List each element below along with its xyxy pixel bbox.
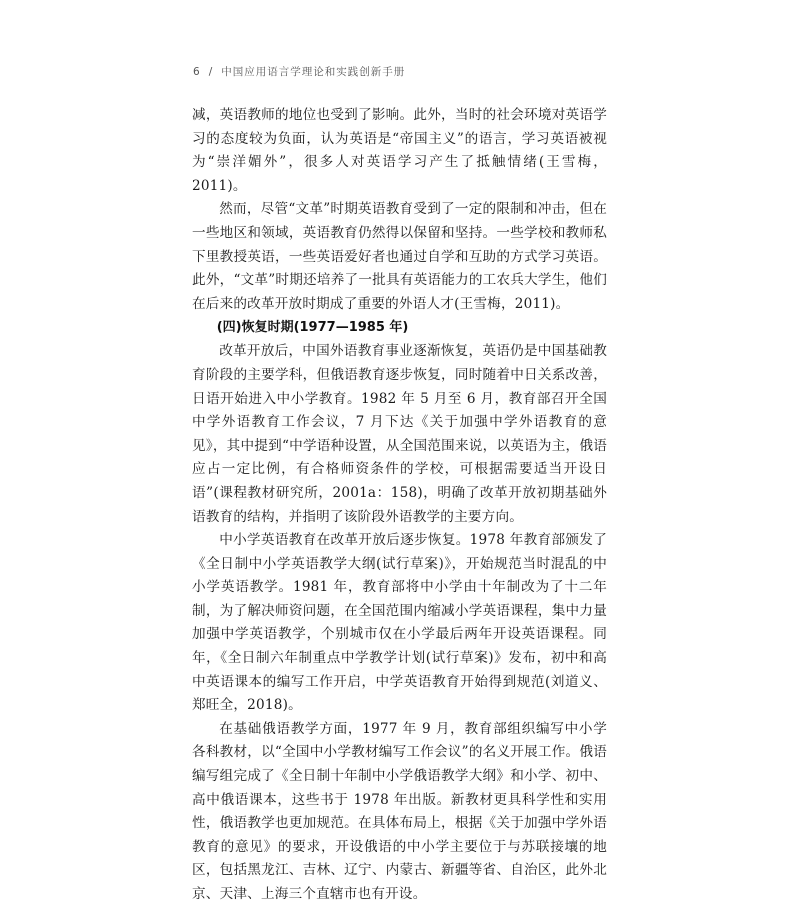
page-body [192, 104, 607, 907]
page-number: 6 [193, 66, 201, 78]
paragraph-cultural-revolution: 然而，尽管“文革”时期英语教育受到了一定的限制和冲击，但在一些地区和领域，英语教育仍然得以保留和坚持。一些学校和教师私下里教授英语，一些英语爱好者也通过自学和互助的方式学习英语。此外，“文革”时期还培养了一批具有英语能力的工农兵大学生，他们在后来的改革开放时期成了重要的外语人才(王雪梅，2011)。 [192, 201, 607, 312]
book-title: 中国应用语言学理论和实践创新手册 [221, 66, 406, 78]
running-header [193, 64, 405, 79]
paragraph-recovery-overview: 改革开放后，中国外语教育事业逐渐恢复，英语仍是中国基础教育阶段的主要学科，但俄语教育逐步恢复，同时随着中日关系改善，日语开始进入中小学教育。1982 年 5 月至 6 月，教育部召开全国中学外语教育工作会议，7 月下达《关于加强中学外语教育的意见》，其中提到“中学语种设置，从全国范围来说，以英语为主，俄语应占一定比例，有合格师资条件的学校，可根据需要适当开设日语”(课程教材研究所，2001a：158)，明确了改革开放初期基础外语教育的结构，并指明了该阶段外语教学的主要方向。 [192, 343, 607, 525]
section-heading: (四)恢复时期(1977—1985 年) [216, 320, 409, 336]
paragraph-continuation: 减，英语教师的地位也受到了影响。此外，当时的社会环境对英语学习的态度较为负面，认为英语是“帝国主义”的语言，学习英语被视为“崇洋媚外”，很多人对英语学习产生了抵触情绪(王雪梅，2011)。 [192, 107, 607, 194]
header-separator: / [208, 66, 214, 78]
paragraph-english-education: 中小学英语教育在改革开放后逐步恢复。1978 年教育部颁发了《全日制中小学英语教学大纲(试行草案)》，开始规范当时混乱的中小学英语教学。1981 年，教育部将中小学由十年制改为了十二年制，为了解决师资问题，在全国范围内缩减小学英语课程，集中力量加强中学英语教学，个别城市仅在小学最后两年开设英语课程。同年，《全日制六年制重点中学教学计划(试行草案)》发布，初中和高中英语课本的编写工作开启，中学英语教育开始得到规范(刘道义、郑旺全，2018)。 [192, 532, 607, 714]
paragraph-russian-education: 在基础俄语教学方面，1977 年 9 月，教育部组织编写中小学各科教材，以“全国中小学教材编写工作会议”的名义开展工作。俄语编写组完成了《全日制十年制中小学俄语教学大纲》和小学、初中、高中俄语课本，这些书于 1978 年出版。新教材更具科学性和实用性，俄语教学也更加规范。在具体布局上，根据《关于加强中学外语教育的意见》的要求，开设俄语的中小学主要位于与苏联接壤的地区，包括黑龙江、吉林、辽宁、内蒙古、新疆等省、自治区，此外北京、天津、上海三个直辖市也有开设。 [192, 720, 607, 902]
